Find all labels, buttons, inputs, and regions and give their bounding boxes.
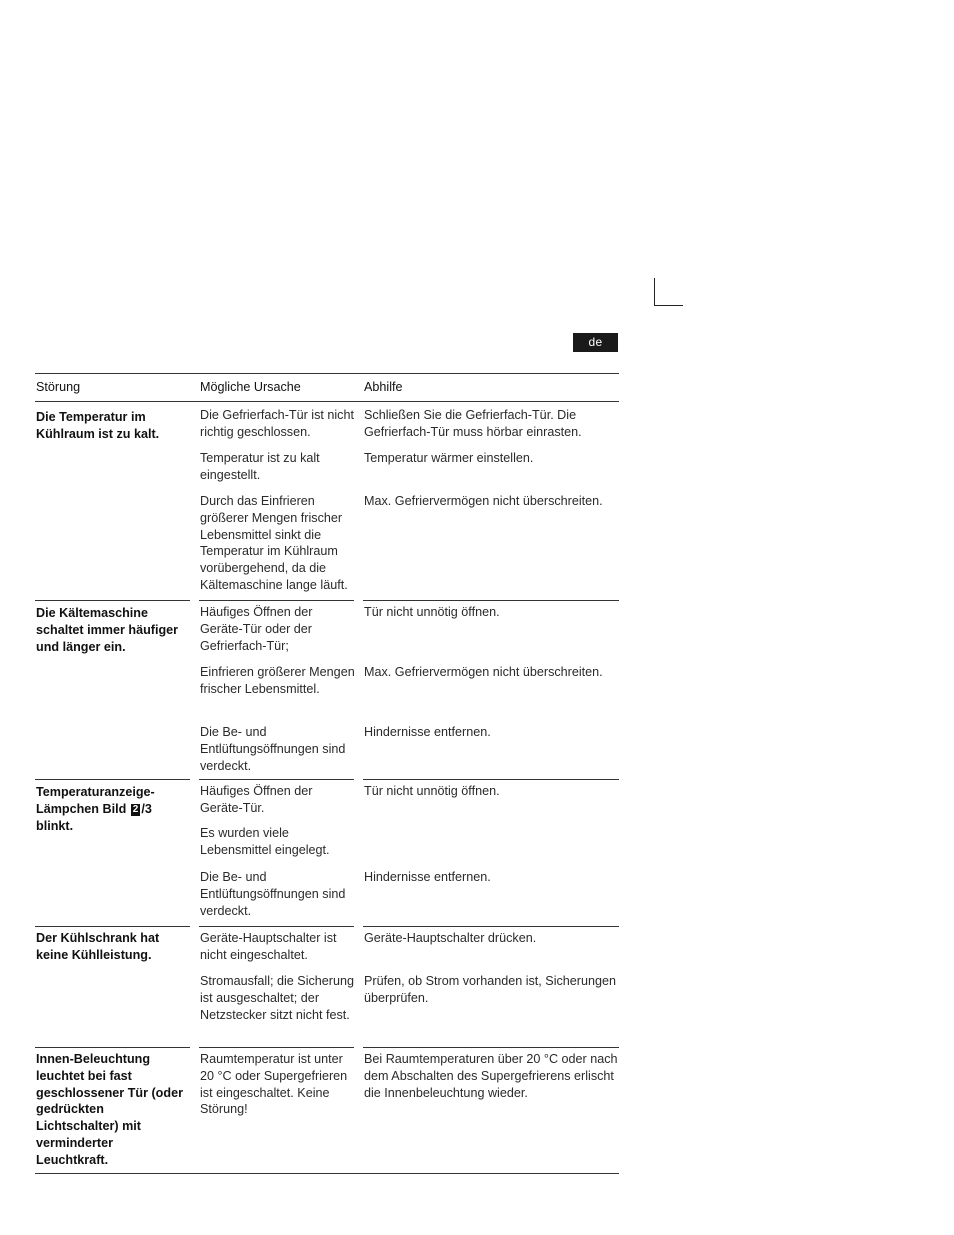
cause-text: Die Gefrierfach-Tür ist nicht richtig geschlossen.: [200, 408, 354, 439]
cause-text: Die Be- und Entlüftungsöffnungen sind verdeckt.: [200, 725, 346, 773]
cause-text: Durch das Einfrieren größerer Mengen frischer Lebensmittel sinkt die Temperatur im Kühlraum vorübergehend, da die Kältemaschine lange läuft.: [200, 494, 348, 592]
remedy-text: Hindernisse entfernen.: [364, 725, 491, 739]
table-header: [35, 373, 619, 402]
row-divider: [199, 1047, 354, 1048]
problem-text: Die Temperatur im Kühlraum ist zu kalt.: [36, 410, 160, 441]
remedy-text: Bei Raumtemperaturen über 20 °C oder nach dem Abschalten des Supergefrierens erlischt die Innenbeleuchtung wieder.: [364, 1052, 618, 1100]
remedy-text: Max. Gefriervermögen nicht überschreiten.: [364, 665, 603, 679]
cause-text: Häufiges Öffnen der Geräte-Tür.: [200, 784, 313, 815]
row-divider: [363, 1047, 619, 1048]
problem-text-part: /3 blinkt.: [36, 801, 152, 833]
row-divider: [199, 600, 354, 601]
header-cause: Mögliche Ursache: [200, 380, 301, 394]
remedy-text: Max. Gefriervermögen nicht überschreiten.: [364, 494, 603, 508]
problem-text: Der Kühlschrank hat keine Kühlleistung.: [36, 931, 160, 962]
remedy-text: Tür nicht unnötig öffnen.: [364, 784, 500, 798]
remedy-text: Prüfen, ob Strom vorhanden ist, Sicherungen überprüfen.: [364, 974, 617, 1005]
row-divider: [199, 779, 354, 780]
cause-text: Temperatur ist zu kalt eingestellt.: [200, 451, 320, 482]
crop-mark: [654, 278, 683, 306]
row-divider: [363, 779, 619, 780]
problem-text: Innen-Beleuchtung leuchtet bei fast geschlossener Tür (oder gedrückten Lichtschalter) mit verminderter Leuchtkraft.: [36, 1052, 183, 1167]
cause-text: Raumtemperatur ist unter 20 °C oder Supergefrieren ist eingeschaltet. Keine Störung!: [200, 1052, 348, 1117]
problem-text: Die Kältemaschine schaltet immer häufiger und länger ein.: [36, 606, 179, 654]
header-remedy: Abhilfe: [364, 380, 403, 394]
row-divider: [35, 926, 190, 927]
remedy-text: Geräte-Hauptschalter drücken.: [364, 931, 537, 945]
cause-text: Geräte-Hauptschalter ist nicht eingeschaltet.: [200, 931, 337, 962]
header-problem: Störung: [36, 380, 81, 394]
troubleshooting-table: [35, 373, 619, 1174]
row-divider: [35, 600, 190, 601]
figure-number-badge: 2: [132, 803, 139, 815]
remedy-text: Schließen Sie die Gefrierfach-Tür. Die Gefrierfach-Tür muss hörbar einrasten.: [364, 408, 582, 439]
problem-text-part: Temperaturanzeige-Lämpchen Bild: [36, 785, 155, 816]
cause-text: Es wurden viele Lebensmittel eingelegt.: [200, 826, 330, 857]
problem-text: [36, 784, 186, 834]
cause-text: Einfrieren größerer Mengen frischer Lebensmittel.: [200, 665, 355, 696]
table-row-group: [35, 779, 619, 926]
cause-text: Stromausfall; die Sicherung ist ausgeschaltet; der Netzstecker sitzt nicht fest.: [200, 974, 355, 1022]
row-divider: [363, 600, 619, 601]
table-row-group: [35, 1047, 619, 1174]
language-badge: de: [573, 333, 618, 352]
table-bottom-border: [35, 1173, 619, 1174]
row-divider: [363, 926, 619, 927]
remedy-text: Temperatur wärmer einstellen.: [364, 451, 534, 465]
table-row-group: [35, 600, 619, 779]
row-divider: [35, 1047, 190, 1048]
cause-text: Häufiges Öffnen der Geräte-Tür oder der Gefrierfach-Tür;: [200, 605, 313, 653]
remedy-text: Hindernisse entfernen.: [364, 870, 491, 884]
remedy-text: Tür nicht unnötig öffnen.: [364, 605, 500, 619]
table-row-group: [35, 926, 619, 1047]
row-divider: [199, 926, 354, 927]
table-row-group: [35, 402, 619, 600]
row-divider: [35, 779, 190, 780]
cause-text: Die Be- und Entlüftungsöffnungen sind verdeckt.: [200, 870, 346, 918]
